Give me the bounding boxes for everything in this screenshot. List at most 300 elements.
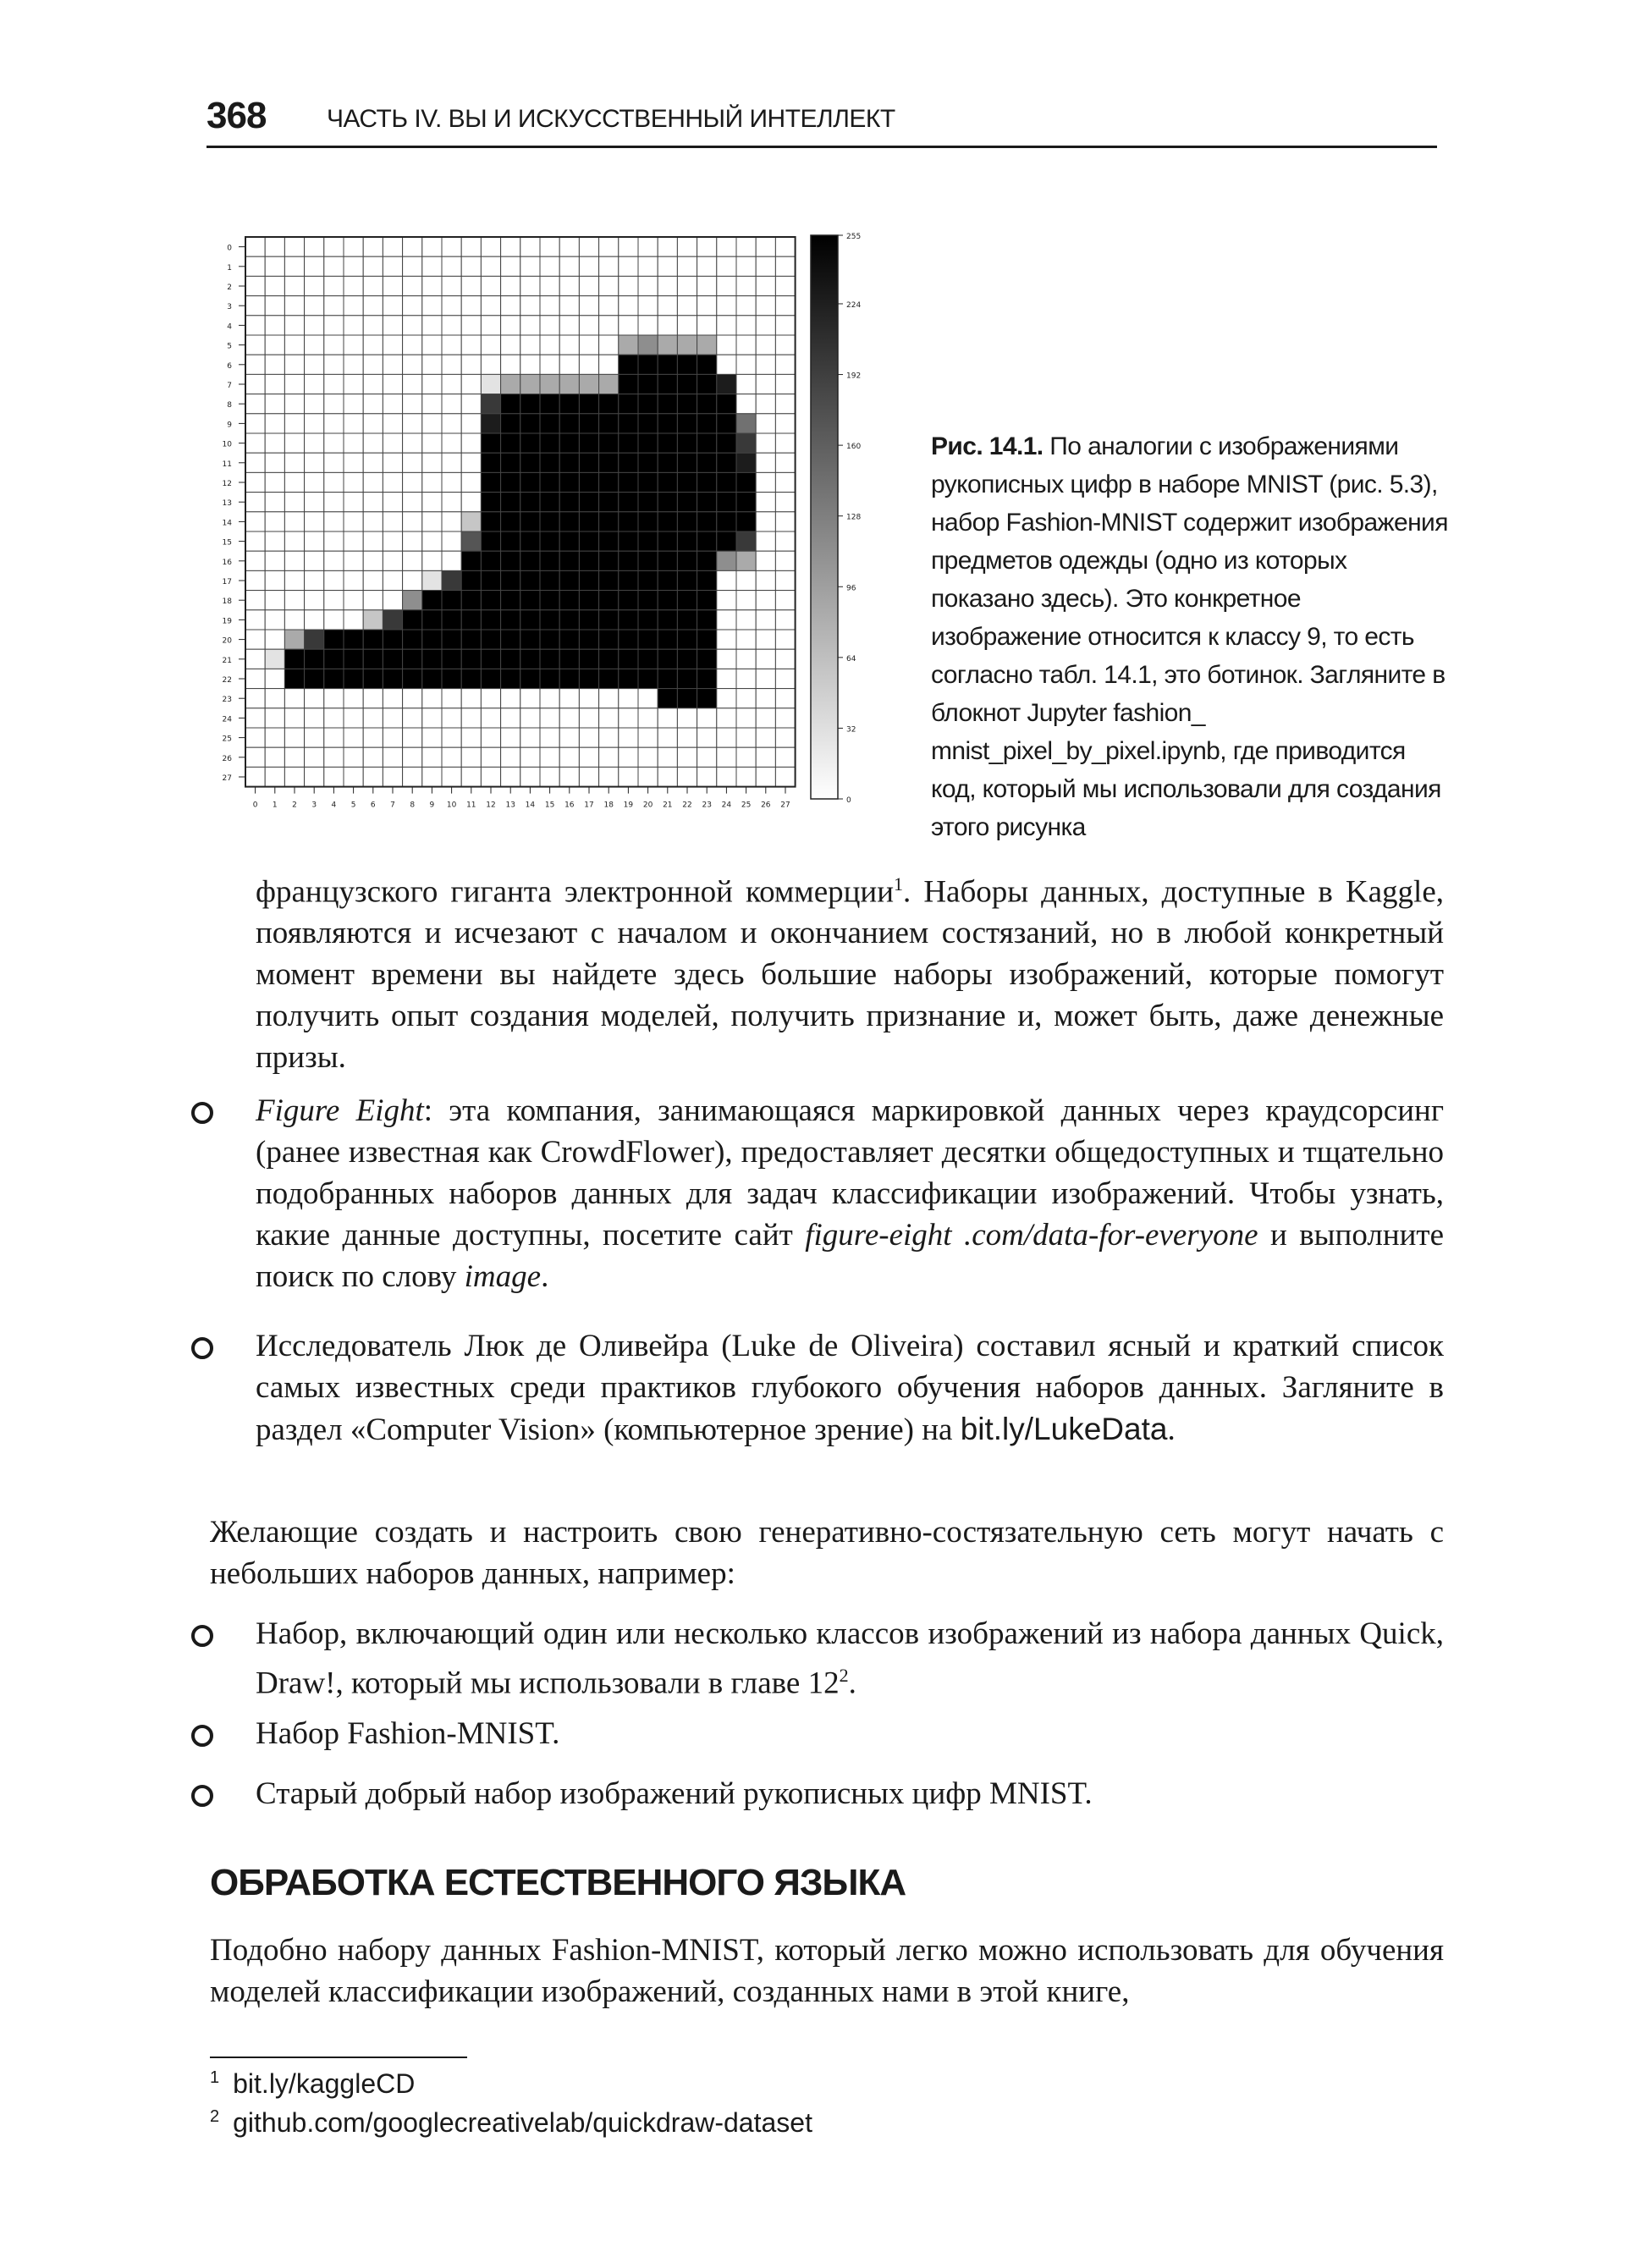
pixel-cell — [481, 610, 500, 630]
pixel-cell — [736, 414, 756, 433]
pixel-cell — [736, 256, 756, 276]
row-tick-label: 22 — [222, 676, 232, 685]
pixel-cell — [717, 433, 736, 453]
pixel-cell — [461, 767, 481, 786]
pixel-cell — [383, 570, 402, 590]
link-figure-eight[interactable]: figure-eight .com/data-for-everyone — [805, 1218, 1258, 1253]
row-tick-label: 18 — [222, 597, 232, 607]
pixel-cell — [756, 276, 775, 295]
pixel-cell — [305, 551, 324, 570]
pixel-cell — [658, 493, 677, 512]
pixel-cell — [540, 256, 559, 276]
pixel-cell — [383, 630, 402, 649]
pixel-cell — [422, 433, 442, 453]
pixel-cell — [756, 708, 775, 728]
pixel-cell — [324, 591, 344, 610]
pixel-cell — [756, 493, 775, 512]
pixel-cell — [324, 453, 344, 472]
colorbar-tick-label: 224 — [846, 300, 862, 310]
col-tick-label: 7 — [390, 801, 395, 810]
pixel-cell — [658, 531, 677, 551]
pixel-cell — [697, 453, 717, 472]
pixel-cell — [284, 355, 304, 374]
pixel-cell — [579, 512, 598, 531]
pixel-cell — [481, 512, 500, 531]
pixel-cell — [736, 610, 756, 630]
pixel-cell — [442, 374, 461, 394]
pixel-cell — [305, 591, 324, 610]
pixel-cell — [422, 453, 442, 472]
pixel-cell — [677, 591, 697, 610]
pixel-cell — [344, 237, 363, 256]
pixel-cell — [461, 237, 481, 256]
pixel-cell — [677, 610, 697, 630]
pixel-cell — [383, 689, 402, 708]
pixel-cell — [383, 433, 402, 453]
pixel-cell — [775, 747, 795, 767]
pixel-cell — [658, 394, 677, 414]
pixel-cell — [324, 610, 344, 630]
pixel-cell — [481, 355, 500, 374]
pixel-cell — [736, 708, 756, 728]
pixel-cell — [383, 728, 402, 747]
row-tick-label: 14 — [222, 519, 232, 528]
pixel-cell — [658, 453, 677, 472]
pixel-cell — [501, 747, 520, 767]
pixel-cell — [658, 276, 677, 295]
col-tick-label: 15 — [544, 801, 555, 810]
pixel-cell — [363, 767, 383, 786]
pixel-cell — [265, 276, 284, 295]
pixel-cell — [403, 355, 422, 374]
pixel-cell — [736, 355, 756, 374]
pixel-cell — [579, 335, 598, 355]
pixel-cell — [383, 649, 402, 669]
pixel-cell — [677, 296, 697, 316]
pixel-cell — [599, 649, 619, 669]
pixel-cell — [638, 610, 658, 630]
pixel-cell — [756, 669, 775, 688]
pixel-cell — [579, 493, 598, 512]
pixel-cell — [245, 551, 265, 570]
pixel-cell — [619, 493, 638, 512]
pixel-cell — [677, 335, 697, 355]
pixel-cell — [540, 767, 559, 786]
pixel-cell — [363, 237, 383, 256]
pixel-cell — [736, 493, 756, 512]
bullet-icon — [191, 1337, 213, 1359]
pixel-cell — [383, 374, 402, 394]
pixel-cell — [658, 512, 677, 531]
pixel-cell — [461, 708, 481, 728]
pixel-cell — [579, 767, 598, 786]
page-number: 368 — [206, 95, 267, 136]
pixel-cell — [305, 630, 324, 649]
pixel-cell — [619, 570, 638, 590]
pixel-cell — [756, 512, 775, 531]
pixel-cell — [284, 433, 304, 453]
pixel-cell — [638, 591, 658, 610]
footnote-ref: 1 — [894, 873, 904, 895]
pixel-cell — [540, 493, 559, 512]
pixel-cell — [265, 296, 284, 316]
pixel-cell — [284, 747, 304, 767]
pixel-cell — [775, 531, 795, 551]
pixel-cell — [501, 296, 520, 316]
pixel-cell — [638, 708, 658, 728]
pixel-cell — [736, 591, 756, 610]
pixel-cell — [619, 335, 638, 355]
col-tick-label: 21 — [663, 801, 673, 810]
pixel-cell — [540, 531, 559, 551]
pixel-cell — [756, 591, 775, 610]
pixel-cell — [599, 531, 619, 551]
pixel-cell — [736, 296, 756, 316]
pixel-cell — [245, 610, 265, 630]
pixel-cell — [599, 689, 619, 708]
pixel-cell — [579, 689, 598, 708]
pixel-cell — [579, 728, 598, 747]
pixel-cell — [540, 316, 559, 335]
pixel-cell — [403, 689, 422, 708]
pixel-cell — [559, 551, 579, 570]
pixel-cell — [383, 472, 402, 492]
pixel-cell — [324, 708, 344, 728]
pixel-cell — [245, 433, 265, 453]
pixel-cell — [775, 237, 795, 256]
pixel-cell — [736, 689, 756, 708]
pixel-cell — [403, 610, 422, 630]
pixel-cell — [363, 433, 383, 453]
row-tick-label: 0 — [227, 244, 232, 253]
pixel-cell — [697, 767, 717, 786]
pixel-cell — [403, 570, 422, 590]
pixel-cell — [501, 493, 520, 512]
row-tick-label: 2 — [227, 284, 232, 292]
pixel-cell — [599, 591, 619, 610]
col-tick-label: 23 — [702, 801, 712, 810]
pixel-cell — [520, 472, 540, 492]
footnote-link[interactable]: bit.ly/kaggleCD — [233, 2068, 416, 2099]
link-lukedata[interactable]: bit.ly/LukeData — [960, 1412, 1168, 1446]
pixel-cell — [559, 591, 579, 610]
pixel-cell — [559, 512, 579, 531]
pixel-cell — [461, 276, 481, 295]
pixel-cell — [697, 649, 717, 669]
pixel-cell — [579, 316, 598, 335]
pixel-cell — [658, 649, 677, 669]
pixel-cell — [559, 649, 579, 669]
pixel-cell — [344, 256, 363, 276]
pixel-cell — [481, 728, 500, 747]
pixel-cell — [403, 512, 422, 531]
pixel-cell — [442, 296, 461, 316]
pixel-cell — [756, 414, 775, 433]
pixel-cell — [481, 335, 500, 355]
pixel-cell — [324, 433, 344, 453]
pixel-cell — [481, 296, 500, 316]
pixel-cell — [501, 276, 520, 295]
pixel-cell — [599, 767, 619, 786]
pixel-cell — [638, 472, 658, 492]
pixel-cell — [658, 256, 677, 276]
col-tick-label: 24 — [721, 801, 732, 810]
pixel-cell — [677, 767, 697, 786]
pixel-cell — [658, 335, 677, 355]
pixel-cell — [619, 256, 638, 276]
pixel-cell — [775, 374, 795, 394]
pixel-cell — [245, 689, 265, 708]
pixel-cell — [442, 728, 461, 747]
pixel-cell — [442, 433, 461, 453]
pixel-cell — [442, 394, 461, 414]
pixel-cell — [363, 394, 383, 414]
pixel-cell — [265, 728, 284, 747]
pixel-cell — [344, 414, 363, 433]
pixel-cell — [305, 394, 324, 414]
pixel-cell — [324, 355, 344, 374]
pixel-cell — [599, 237, 619, 256]
pixel-cell — [284, 708, 304, 728]
pixel-cell — [422, 512, 442, 531]
colorbar-tick-label: 128 — [846, 513, 862, 522]
pixel-cell — [677, 570, 697, 590]
pixel-cell — [284, 414, 304, 433]
pixel-cell — [284, 610, 304, 630]
pixel-cell — [540, 649, 559, 669]
pixel-cell — [422, 649, 442, 669]
pixel-cell — [481, 669, 500, 688]
pixel-cell — [363, 669, 383, 688]
pixel-cell — [677, 453, 697, 472]
pixel-cell — [736, 512, 756, 531]
pixel-cell — [579, 551, 598, 570]
pixel-cell — [442, 570, 461, 590]
pixel-cell — [619, 630, 638, 649]
pixel-cell — [461, 414, 481, 433]
pixel-cell — [324, 728, 344, 747]
col-tick-label: 18 — [603, 801, 614, 810]
pixel-cell — [658, 414, 677, 433]
pixel-cell — [324, 276, 344, 295]
pixel-cell — [677, 374, 697, 394]
pixel-cell — [559, 394, 579, 414]
pixel-cell — [775, 610, 795, 630]
pixel-cell — [383, 237, 402, 256]
pixel-cell — [363, 689, 383, 708]
pixel-cell — [658, 355, 677, 374]
pixel-cell — [403, 453, 422, 472]
pixel-cell — [599, 374, 619, 394]
pixel-cell — [775, 630, 795, 649]
pixel-cell — [697, 374, 717, 394]
pixel-cell — [756, 728, 775, 747]
pixel-cell — [619, 394, 638, 414]
pixel-cell — [619, 649, 638, 669]
pixel-cell — [775, 335, 795, 355]
pixel-cell — [677, 355, 697, 374]
pixel-cell — [775, 591, 795, 610]
pixel-cell — [481, 551, 500, 570]
pixel-cell — [520, 551, 540, 570]
pixel-cell — [363, 335, 383, 355]
pixel-cell — [559, 316, 579, 335]
pixel-cell — [422, 610, 442, 630]
pixel-cell — [501, 689, 520, 708]
pixel-cell — [305, 296, 324, 316]
pixel-cell — [599, 669, 619, 688]
pixel-cell — [717, 414, 736, 433]
pixel-cell — [284, 512, 304, 531]
pixel-cell — [265, 316, 284, 335]
pixel-cell — [501, 335, 520, 355]
pixel-grid-figure — [203, 220, 880, 846]
pixel-cell — [638, 747, 658, 767]
pixel-cell — [756, 394, 775, 414]
pixel-cell — [383, 591, 402, 610]
pixel-cell — [305, 747, 324, 767]
pixel-cell — [599, 394, 619, 414]
pixel-cell — [461, 394, 481, 414]
footnote-link[interactable]: github.com/googlecreativelab/quickdraw-dataset — [233, 2107, 812, 2138]
pixel-cell — [697, 630, 717, 649]
pixel-cell — [520, 453, 540, 472]
pixel-cell — [540, 570, 559, 590]
pixel-cell — [403, 728, 422, 747]
pixel-cell — [756, 256, 775, 276]
pixel-cell — [383, 276, 402, 295]
pixel-cell — [658, 610, 677, 630]
pixel-cell — [717, 472, 736, 492]
col-tick-label: 12 — [486, 801, 496, 810]
pixel-cell — [658, 433, 677, 453]
pixel-cell — [619, 276, 638, 295]
pixel-cell — [344, 689, 363, 708]
pixel-cell — [344, 551, 363, 570]
col-tick-label: 25 — [741, 801, 752, 810]
pixel-cell — [422, 747, 442, 767]
pixel-cell — [520, 256, 540, 276]
col-tick-label: 16 — [564, 801, 575, 810]
pixel-cell — [658, 472, 677, 492]
pixel-cell — [284, 335, 304, 355]
pixel-cell — [638, 316, 658, 335]
pixel-cell — [559, 433, 579, 453]
pixel-cell — [520, 394, 540, 414]
pixel-cell — [717, 591, 736, 610]
pixel-cell — [481, 493, 500, 512]
pixel-cell — [638, 414, 658, 433]
pixel-cell — [481, 649, 500, 669]
pixel-cell — [344, 531, 363, 551]
pixel-cell — [481, 531, 500, 551]
pixel-cell — [736, 276, 756, 295]
footnote-divider — [210, 2057, 467, 2058]
pixel-cell — [383, 335, 402, 355]
pixel-cell — [736, 649, 756, 669]
pixel-cell — [363, 728, 383, 747]
pixel-cell — [403, 374, 422, 394]
pixel-cell — [324, 374, 344, 394]
pixel-cell — [540, 728, 559, 747]
col-tick-label: 27 — [780, 801, 790, 810]
pixel-cell — [775, 276, 795, 295]
pixel-cell — [305, 531, 324, 551]
pixel-cell — [344, 591, 363, 610]
pixel-cell — [697, 414, 717, 433]
pixel-cell — [324, 316, 344, 335]
pixel-cell — [344, 296, 363, 316]
pixel-cell — [619, 414, 638, 433]
pixel-cell — [284, 316, 304, 335]
pixel-cell — [540, 512, 559, 531]
bullet-fashion-mnist: Набор Fashion-MNIST. — [256, 1716, 560, 1751]
pixel-cell — [756, 531, 775, 551]
pixel-cell — [579, 570, 598, 590]
pixel-cell — [284, 394, 304, 414]
pixel-cell — [599, 472, 619, 492]
pixel-cell — [422, 708, 442, 728]
pixel-cell — [599, 355, 619, 374]
pixel-cell — [363, 512, 383, 531]
pixel-cell — [422, 630, 442, 649]
pixel-cell — [305, 374, 324, 394]
row-tick-label: 8 — [227, 401, 232, 410]
pixel-cell — [461, 472, 481, 492]
pixel-cell — [540, 335, 559, 355]
pixel-cell — [501, 472, 520, 492]
pixel-cell — [638, 767, 658, 786]
pixel-cell — [403, 276, 422, 295]
row-tick-label: 6 — [227, 361, 232, 371]
col-tick-label: 3 — [311, 801, 317, 810]
pixel-cell — [697, 472, 717, 492]
row-tick-label: 20 — [222, 636, 232, 646]
pixel-cell — [305, 689, 324, 708]
pixel-cell — [775, 414, 795, 433]
pixel-cell — [305, 472, 324, 492]
colorbar-tick-label: 192 — [846, 372, 862, 381]
pixel-cell — [344, 453, 363, 472]
pixel-cell — [344, 276, 363, 295]
pixel-cell — [619, 669, 638, 688]
pixel-cell — [579, 669, 598, 688]
pixel-cell — [677, 512, 697, 531]
pixel-cell — [599, 551, 619, 570]
pixel-cell — [638, 237, 658, 256]
pixel-cell — [344, 472, 363, 492]
pixel-cell — [559, 747, 579, 767]
pixel-cell — [461, 316, 481, 335]
caption-label: Рис. 14.1. — [931, 432, 1044, 460]
col-tick-label: 11 — [466, 801, 476, 810]
pixel-cell — [599, 570, 619, 590]
pixel-cell — [599, 335, 619, 355]
pixel-cell — [461, 335, 481, 355]
pixel-cell — [540, 551, 559, 570]
pixel-cell — [599, 512, 619, 531]
pixel-cell — [324, 237, 344, 256]
pixel-cell — [599, 276, 619, 295]
pixel-cell — [638, 355, 658, 374]
pixel-cell — [305, 570, 324, 590]
pixel-cell — [697, 591, 717, 610]
pixel-cell — [717, 276, 736, 295]
pixel-cell — [461, 610, 481, 630]
pixel-cell — [638, 276, 658, 295]
pixel-cell — [520, 433, 540, 453]
pixel-cell — [658, 669, 677, 688]
